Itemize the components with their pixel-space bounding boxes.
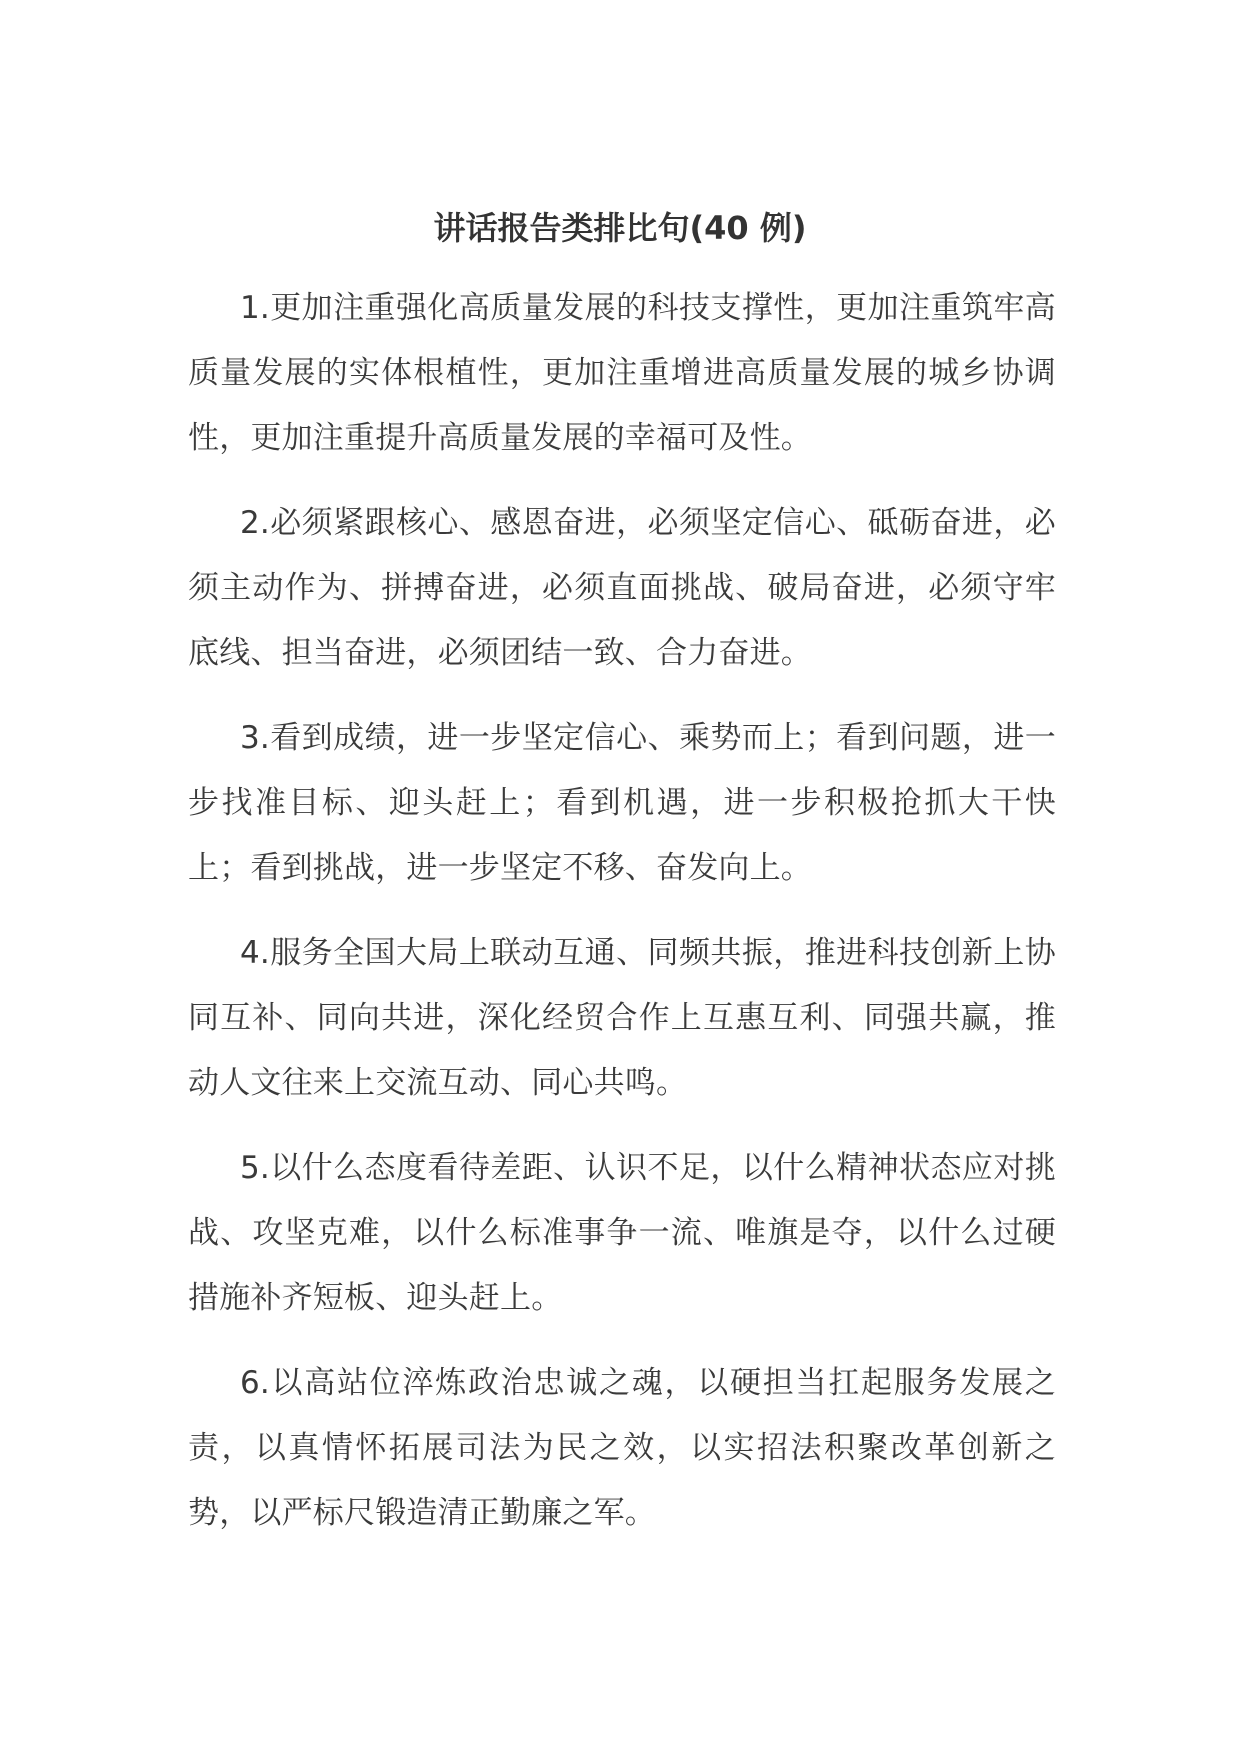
paragraph-4: 4.服务全国大局上联动互通、同频共振，推进科技创新上协同互补、同向共进，深化经贸合作上互惠互利、同强共赢，推动人文往来上交流互动、同心共鸣。 xyxy=(188,935,1056,1101)
paragraph-5: 5.以什么态度看待差距、认识不足，以什么精神状态应对挑战、攻坚克难，以什么标准事争一流、唯旗是夺，以什么过硬措施补齐短板、迎头赶上。 xyxy=(188,1150,1056,1316)
document-title: 讲话报告类排比句(40 例) xyxy=(433,209,807,247)
paragraph-6: 6.以高站位淬炼政治忠诚之魂，以硬担当扛起服务发展之责，以真情怀拓展司法为民之效，以实招法积聚改革创新之势，以严标尺锻造清正勤廉之军。 xyxy=(188,1365,1056,1531)
paragraph-3: 3.看到成绩，进一步坚定信心、乘势而上；看到问题，进一步找准目标、迎头赶上；看到机遇，进一步积极抢抓大干快上；看到挑战，进一步坚定不移、奋发向上。 xyxy=(188,720,1056,886)
paragraph-2: 2.必须紧跟核心、感恩奋进，必须坚定信心、砥砺奋进，必须主动作为、拼搏奋进，必须直面挑战、破局奋进，必须守牢底线、担当奋进，必须团结一致、合力奋进。 xyxy=(188,505,1056,671)
document-body xyxy=(188,276,1056,1566)
paragraph-1: 1.更加注重强化高质量发展的科技支撑性，更加注重筑牢高质量发展的实体根植性，更加注重增进高质量发展的城乡协调性，更加注重提升高质量发展的幸福可及性。 xyxy=(188,290,1056,456)
